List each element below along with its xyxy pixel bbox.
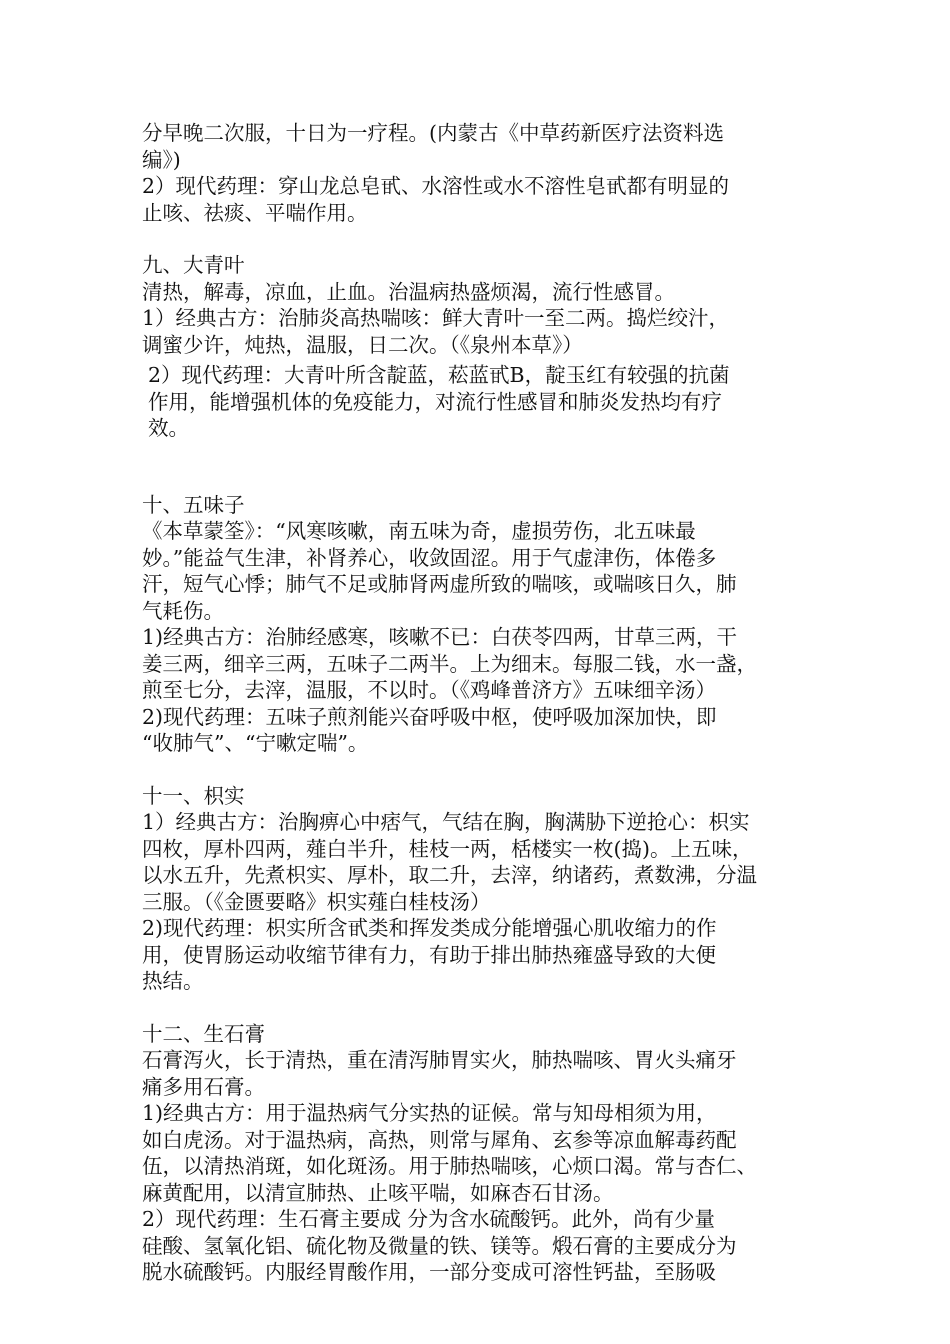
text-line: 《本草蒙筌》：“风寒咳嗽，南五味为奇，虚损劳伤，北五味最 bbox=[142, 519, 696, 543]
text-line: 四枚，厚朴四两，薤白半升，桂枝一两，栝楼实一枚(捣)。上五味， bbox=[142, 836, 753, 861]
text-line: 气耗伤。 bbox=[142, 598, 224, 623]
text-line: 2）现代药理：生石膏主要成 分为含水硫酸钙。此外，尚有少量 bbox=[142, 1207, 716, 1231]
text-line: 2)现代药理：五味子煎剂能兴奋呼吸中枢，使呼吸加深加快，即 bbox=[142, 704, 717, 729]
text-line: 姜三两，细辛三两，五味子二两半。上为细末。每服二钱，水一盏， bbox=[142, 651, 757, 676]
section-title: 十一、枳实 bbox=[142, 783, 245, 808]
spacer bbox=[142, 995, 814, 1021]
text-line: 如白虎汤。对于温热病，高热，则常与犀角、玄参等凉血解毒药配 bbox=[142, 1127, 737, 1152]
text-line: 热结。 bbox=[142, 969, 204, 993]
text-line: 硅酸、氢氧化铝、硫化物及微量的铁、镁等。煅石膏的主要成分为 bbox=[142, 1233, 737, 1258]
text-line: 伍，以清热消斑，如化斑汤。用于肺热喘咳，心烦口渴。常与杏仁、 bbox=[142, 1154, 757, 1178]
text-line: 作用，能增强机体的免疫能力，对流行性感冒和肺炎发热均有疗 bbox=[148, 389, 722, 414]
text-line: 清热，解毒，凉血，止血。治温病热盛烦渴，流行性感冒。 bbox=[142, 279, 675, 304]
text-line: 2）现代药理：大青叶所含靛蓝，菘蓝甙B，靛玉红有较强的抗菌 bbox=[148, 363, 730, 387]
text-line: “收肺气”、“宁嗽定喘”。 bbox=[142, 731, 369, 755]
text-line: 三服。（《金匮要略》枳实薤白桂枝汤） bbox=[142, 889, 491, 914]
section-title: 十二、生石膏 bbox=[142, 1021, 265, 1046]
section-title: 九、大青叶 bbox=[142, 253, 245, 277]
document-body bbox=[142, 120, 814, 1286]
text-line: 麻黄配用，以清宣肺热、止咳平喘，如麻杏石甘汤。 bbox=[142, 1180, 614, 1205]
spacer bbox=[142, 442, 814, 492]
text-line: 汗，短气心悸；肺气不足或肺肾两虚所致的喘咳，或喘咳日久，肺 bbox=[142, 572, 737, 596]
text-line: 妙。”能益气生津，补肾养心，收敛固涩。用于气虚津伤，体倦多 bbox=[142, 545, 717, 570]
text-line: 脱水硫酸钙。内服经胃酸作用，一部分变成可溶性钙盐，至肠吸 bbox=[142, 1260, 716, 1284]
text-line: 1)经典古方：治肺经感寒，咳嗽不已：白茯苓四两，甘草三两，干 bbox=[142, 625, 738, 649]
text-line: 编》) bbox=[142, 147, 181, 172]
text-line: 痛多用石膏。 bbox=[142, 1074, 265, 1099]
text-line: 1）经典古方：治胸痹心中痞气，气结在胸，胸满胁下逆抢心：枳实 bbox=[142, 810, 750, 834]
text-line: 2)现代药理：枳实所含甙类和挥发类成分能增强心肌收缩力的作 bbox=[142, 916, 717, 940]
text-line: 1)经典古方：用于温热病气分实热的证候。常与知母相须为用， bbox=[142, 1101, 717, 1125]
text-line: 煎至七分，去滓，温服，不以时。（《鸡峰普济方》五味细辛汤） bbox=[142, 678, 716, 702]
text-line: 效。 bbox=[148, 416, 189, 440]
spacer bbox=[142, 757, 814, 783]
text-line: 分早晚二次服，十日为一疗程。(内蒙古《中草药新医疗法资料选 bbox=[142, 121, 724, 145]
text-line: 用，使胃肠运动收缩节律有力，有助于排出肺热雍盛导致的大便 bbox=[142, 942, 716, 967]
text-line: 以水五升，先煮枳实、厚朴，取二升，去滓，纳诸药，煮数沸，分温 bbox=[142, 863, 757, 887]
section-title: 十、五味子 bbox=[142, 492, 245, 517]
text-line: 止咳、祛痰、平喘作用。 bbox=[142, 200, 368, 225]
text-line: 石膏泻火，长于清热，重在清泻肺胃实火，肺热喘咳、胃火头痛牙 bbox=[142, 1048, 737, 1072]
spacer bbox=[142, 226, 814, 252]
text-line: 调蜜少许，炖热，温服，日二次。（《泉州本草》） bbox=[142, 332, 583, 357]
text-line: 2）现代药理：穿山龙总皂甙、水溶性或水不溶性皂甙都有明显的 bbox=[142, 174, 730, 198]
text-line: 1）经典古方：治肺炎高热喘咳：鲜大青叶一至二两。捣烂绞汁， bbox=[142, 306, 730, 330]
